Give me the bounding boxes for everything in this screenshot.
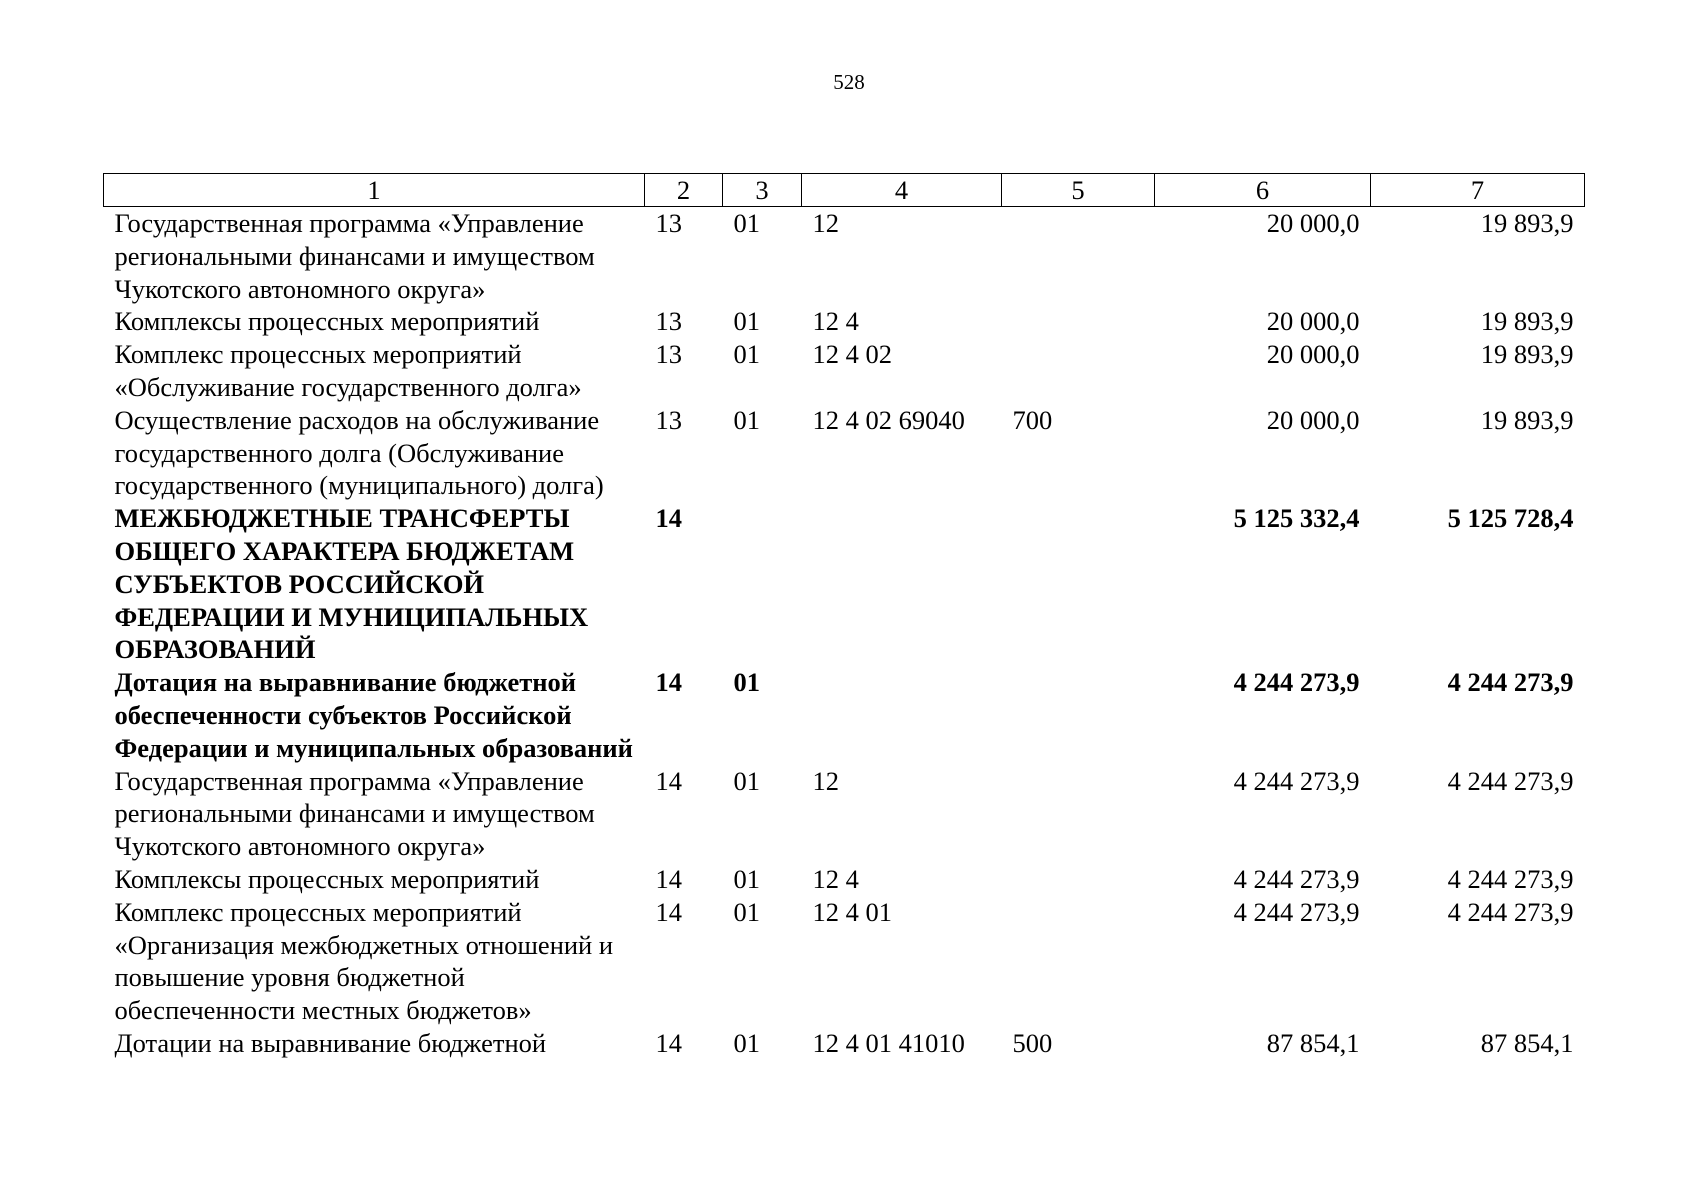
row-target-article: 12 4 [812,306,859,337]
header-row [104,174,1585,207]
table-row [104,863,1585,896]
row-expense-type [1002,305,1155,338]
row-expense-type [1002,502,1155,666]
row-subsection: 01 [733,404,760,435]
row-section: 14 [655,503,682,534]
row-name: Государственная программа «Управление региональными финансами и имуществом Чукотского автономного округа» [114,765,595,862]
table-row [104,1027,1585,1060]
table-row [104,305,1585,338]
row-section: 13 [655,404,682,435]
table-row [104,765,1585,863]
row-section: 14 [655,896,682,927]
row-expense-type: 500 [1012,1027,1053,1058]
row-target-article: 12 4 [812,863,859,894]
header-cell-7: 7 [1371,174,1585,207]
header-cell-3: 3 [723,174,802,207]
row-subsection: 01 [733,339,760,370]
row-amount-7: 4 244 273,9 [1447,765,1574,796]
row-expense-type [1002,896,1155,1027]
row-amount-6: 5 125 332,4 [1233,503,1360,534]
table-row [104,207,1585,306]
row-subsection: 01 [733,1027,760,1058]
page-number: 528 [833,70,865,94]
header-cell-5: 5 [1002,174,1155,207]
row-section: 13 [655,339,682,370]
row-subsection: 01 [733,667,760,698]
row-name: Комплексы процессных мероприятий [114,863,540,894]
row-amount-7: 19 893,9 [1480,306,1574,337]
row-amount-6: 20 000,0 [1266,339,1360,370]
row-target-article: 12 4 01 41010 [812,1027,965,1058]
row-subsection: 01 [733,306,760,337]
table-row [104,502,1585,666]
row-expense-type [1002,666,1155,764]
row-section: 13 [655,208,682,238]
row-amount-6: 4 244 273,9 [1233,896,1360,927]
row-target-article: 12 4 01 [812,896,892,927]
row-amount-6: 20 000,0 [1266,306,1360,337]
row-name: МЕЖБЮДЖЕТНЫЕ ТРАНСФЕРТЫ ОБЩЕГО ХАРАКТЕРА БЮДЖЕТАМ СУБЪЕКТОВ РОССИЙСКОЙ ФЕДЕРАЦИИ И МУНИЦИПАЛЬНЫХ ОБРАЗОВАНИЙ [114,503,589,665]
row-section: 14 [655,765,682,796]
table-row [104,338,1585,404]
row-subsection [723,502,802,666]
row-section: 14 [655,1027,682,1058]
header-cell-2: 2 [645,174,723,207]
header-cell-6: 6 [1155,174,1371,207]
table-row [104,404,1585,502]
row-amount-7: 19 893,9 [1480,404,1574,435]
row-amount-7: 4 244 273,9 [1447,896,1574,927]
row-amount-7: 87 854,1 [1480,1027,1574,1058]
row-target-article: 12 [812,765,839,796]
row-amount-6: 4 244 273,9 [1233,667,1360,698]
row-target-article: 12 4 02 [812,339,892,370]
row-amount-7: 5 125 728,4 [1447,503,1574,534]
row-name: Дотация на выравнивание бюджетной обеспеченности субъектов Российской Федерации и муниципальных образований [114,667,633,763]
budget-table [103,173,1585,1060]
row-target-article [802,666,1002,764]
row-section: 14 [655,667,682,698]
row-amount-7: 4 244 273,9 [1447,863,1574,894]
row-amount-6: 87 854,1 [1266,1027,1360,1058]
row-target-article: 12 [812,208,839,238]
row-amount-6: 20 000,0 [1266,404,1360,435]
row-expense-type [1002,863,1155,896]
row-expense-type [1002,338,1155,404]
row-target-article: 12 4 02 69040 [812,404,965,435]
row-amount-7: 19 893,9 [1480,208,1574,238]
row-amount-6: 4 244 273,9 [1233,863,1360,894]
row-name: Комплексы процессных мероприятий [114,306,540,337]
row-amount-7: 19 893,9 [1480,339,1574,370]
row-expense-type [1002,207,1155,306]
row-name: Комплекс процессных мероприятий «Организация межбюджетных отношений и повышение уровня бюджетной обеспеченности местных бюджетов» [114,896,614,1026]
row-amount-6: 20 000,0 [1266,208,1360,238]
row-section: 14 [655,863,682,894]
row-section: 13 [655,306,682,337]
row-subsection: 01 [733,896,760,927]
table-row [104,896,1585,1027]
row-name: Комплекс процессных мероприятий «Обслуживание государственного долга» [114,339,582,402]
row-subsection: 01 [733,863,760,894]
row-subsection: 01 [733,765,760,796]
table-header [104,174,1585,207]
table-body [104,207,1585,1060]
row-amount-7: 4 244 273,9 [1447,667,1574,698]
row-name: Государственная программа «Управление региональными финансами и имуществом Чукотского автономного округа» [114,208,595,304]
header-cell-4: 4 [802,174,1002,207]
row-subsection: 01 [733,208,760,238]
row-name: Дотации на выравнивание бюджетной [114,1027,547,1058]
row-expense-type [1002,765,1155,863]
row-amount-6: 4 244 273,9 [1233,765,1360,796]
row-name: Осуществление расходов на обслуживание государственного долга (Обслуживание государственного (муниципального) долга) [114,404,604,501]
row-target-article [802,502,1002,666]
header-cell-1: 1 [104,174,645,207]
row-expense-type: 700 [1012,404,1053,435]
table-row [104,666,1585,764]
